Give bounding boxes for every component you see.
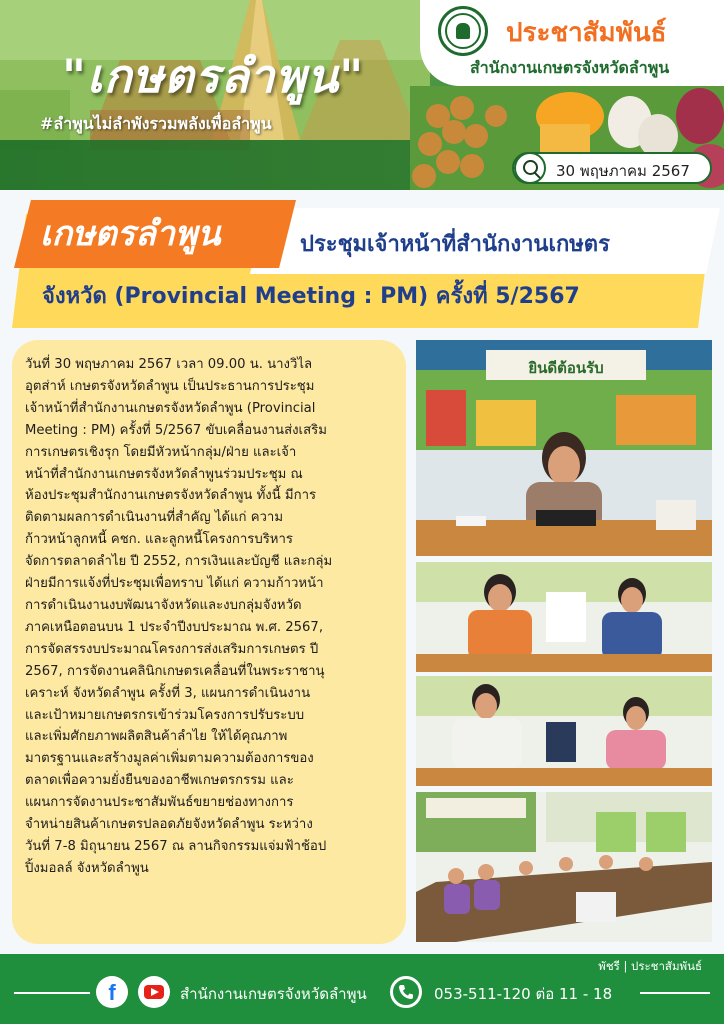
article-line: จำหน่ายสินค้าเกษตรปลอดภัยจังหวัดลำพูน ระหว่าง [25, 817, 313, 833]
meeting-photo-1 [416, 340, 712, 556]
article-line: ปิ้งมอลล์ จังหวัดลำพูน [25, 860, 149, 876]
article-line: ติดตามผลการดำเนินงานที่สำคัญ ได้แก่ ความ [25, 510, 284, 526]
meeting-photo-3 [416, 676, 712, 786]
meeting-photo-2 [416, 562, 712, 672]
header-banner [0, 0, 724, 190]
article-line: เคราะห์ จังหวัดลำพูน ครั้งที่ 3, แผนการดำเนินงาน [25, 685, 311, 701]
agency-box [420, 0, 724, 86]
article-line: 2567, การจัดงานคลินิกเกษตรเคลื่อนที่ในพระราชานุ [25, 663, 325, 679]
article-line: และเพิ่มศักยภาพผลิตสินค้าลำไย ให้ได้คุณภาพ [25, 729, 288, 745]
article-line: จัดการตลาดลำไย ปี 2552, การเงินและบัญชี และกลุ่ม [25, 554, 333, 570]
article-line: ห้องประชุมสำนักงานเกษตรจังหวัดลำพูน ทั้งนี้ มีการ [25, 488, 317, 504]
footer-divider-right [640, 992, 710, 994]
date-text: 30 พฤษภาคม 2567 [556, 162, 690, 180]
hashtag: #ลำพูนไม่ลำพังรวมพลังเพื่อลำพูน [40, 114, 272, 133]
article-body [25, 354, 396, 880]
welcome-banner-text: ยินดีต้อนรับ [528, 359, 604, 377]
article-line: ตลาดเพื่อความยั่งยืนของอาชีพเกษตรกรรม และ [25, 773, 294, 789]
pr-title: ประชาสัมพันธ์ [506, 18, 667, 48]
agency-name: สำนักงานเกษตรจังหวัดลำพูน [470, 58, 670, 77]
article-line: อุตส่าห์ เกษตรจังหวัดลำพูน เป็นประธานการประชุม [25, 378, 315, 394]
article-line: Meeting : PM) ครั้งที่ 5/2567 ขับเคลื่อนงานส่งเสริม [25, 422, 327, 438]
article-line: มาตรฐานและสร้างมูลค่าเพิ่มตามความต้องการของ [25, 751, 314, 767]
credit-text: พัชรี | ประชาสัมพันธ์ [598, 959, 702, 973]
youtube-icon[interactable] [138, 976, 170, 1008]
article-line: ภาคเหนือตอนบน 1 ประจำปีงบประมาณ พ.ศ. 2567, [25, 619, 324, 635]
footer-agency-name: สำนักงานเกษตรจังหวัดลำพูน [180, 985, 367, 1003]
article-line: เจ้าหน้าที่สำนักงานเกษตรจังหวัดลำพูน (Provincial [25, 400, 316, 416]
date-pill [512, 152, 712, 184]
search-icon [514, 152, 546, 184]
facebook-icon[interactable]: f [96, 976, 128, 1008]
footer-phone: 053-511-120 ต่อ 11 - 18 [434, 985, 613, 1003]
article-line: การเกษตรเชิงรุก โดยมีหัวหน้ากลุ่ม/ฝ่าย และเจ้า [25, 444, 297, 460]
headline-line-2: จังหวัด (Provincial Meeting : PM) ครั้งที่ 5/2567 [42, 284, 580, 309]
article-line: ฝ่ายมีการแจ้งที่ประชุมเพื่อทราบ ได้แก่ ความก้าวหน้า [25, 576, 324, 592]
article-line: และเป้าหมายเกษตรกรเข้าร่วมโครงการปรับระบบ [25, 707, 305, 723]
article-card [12, 340, 406, 944]
phone-icon [390, 976, 422, 1008]
agency-logo-icon [438, 6, 488, 56]
footer-divider-left [14, 992, 90, 994]
title-tag: เกษตรลำพูน [40, 214, 221, 254]
article-line: วันที่ 30 พฤษภาคม 2567 เวลา 09.00 น. นางวิไล [25, 357, 313, 372]
article-line: วันที่ 7-8 มิถุนายน 2567 ณ ลานกิจกรรมแจ่มฟ้าช้อป [25, 838, 327, 854]
article-line: ก้าวหน้าลูกหนี้ คชก. และลูกหนี้โครงการบริหาร [25, 532, 293, 548]
article-line: หน้าที่สำนักงานเกษตรจังหวัดลำพูนร่วมประชุม ณ [25, 466, 303, 482]
brand-title: "เกษตรลำพูน" [62, 49, 365, 103]
article-line: การจัดสรรงบประมาณโครงการส่งเสริมการเกษตร ปี [25, 641, 319, 657]
meeting-photo-4 [416, 792, 712, 942]
article-line: แผนการจัดงานประชาสัมพันธ์ขยายช่องทางการ [25, 795, 294, 811]
article-line: การดำเนินงานงบพัฒนาจังหวัดและงบกลุ่มจังหวัด [25, 597, 302, 613]
headline-line-1: ประชุมเจ้าหน้าที่สำนักงานเกษตร [300, 232, 610, 257]
